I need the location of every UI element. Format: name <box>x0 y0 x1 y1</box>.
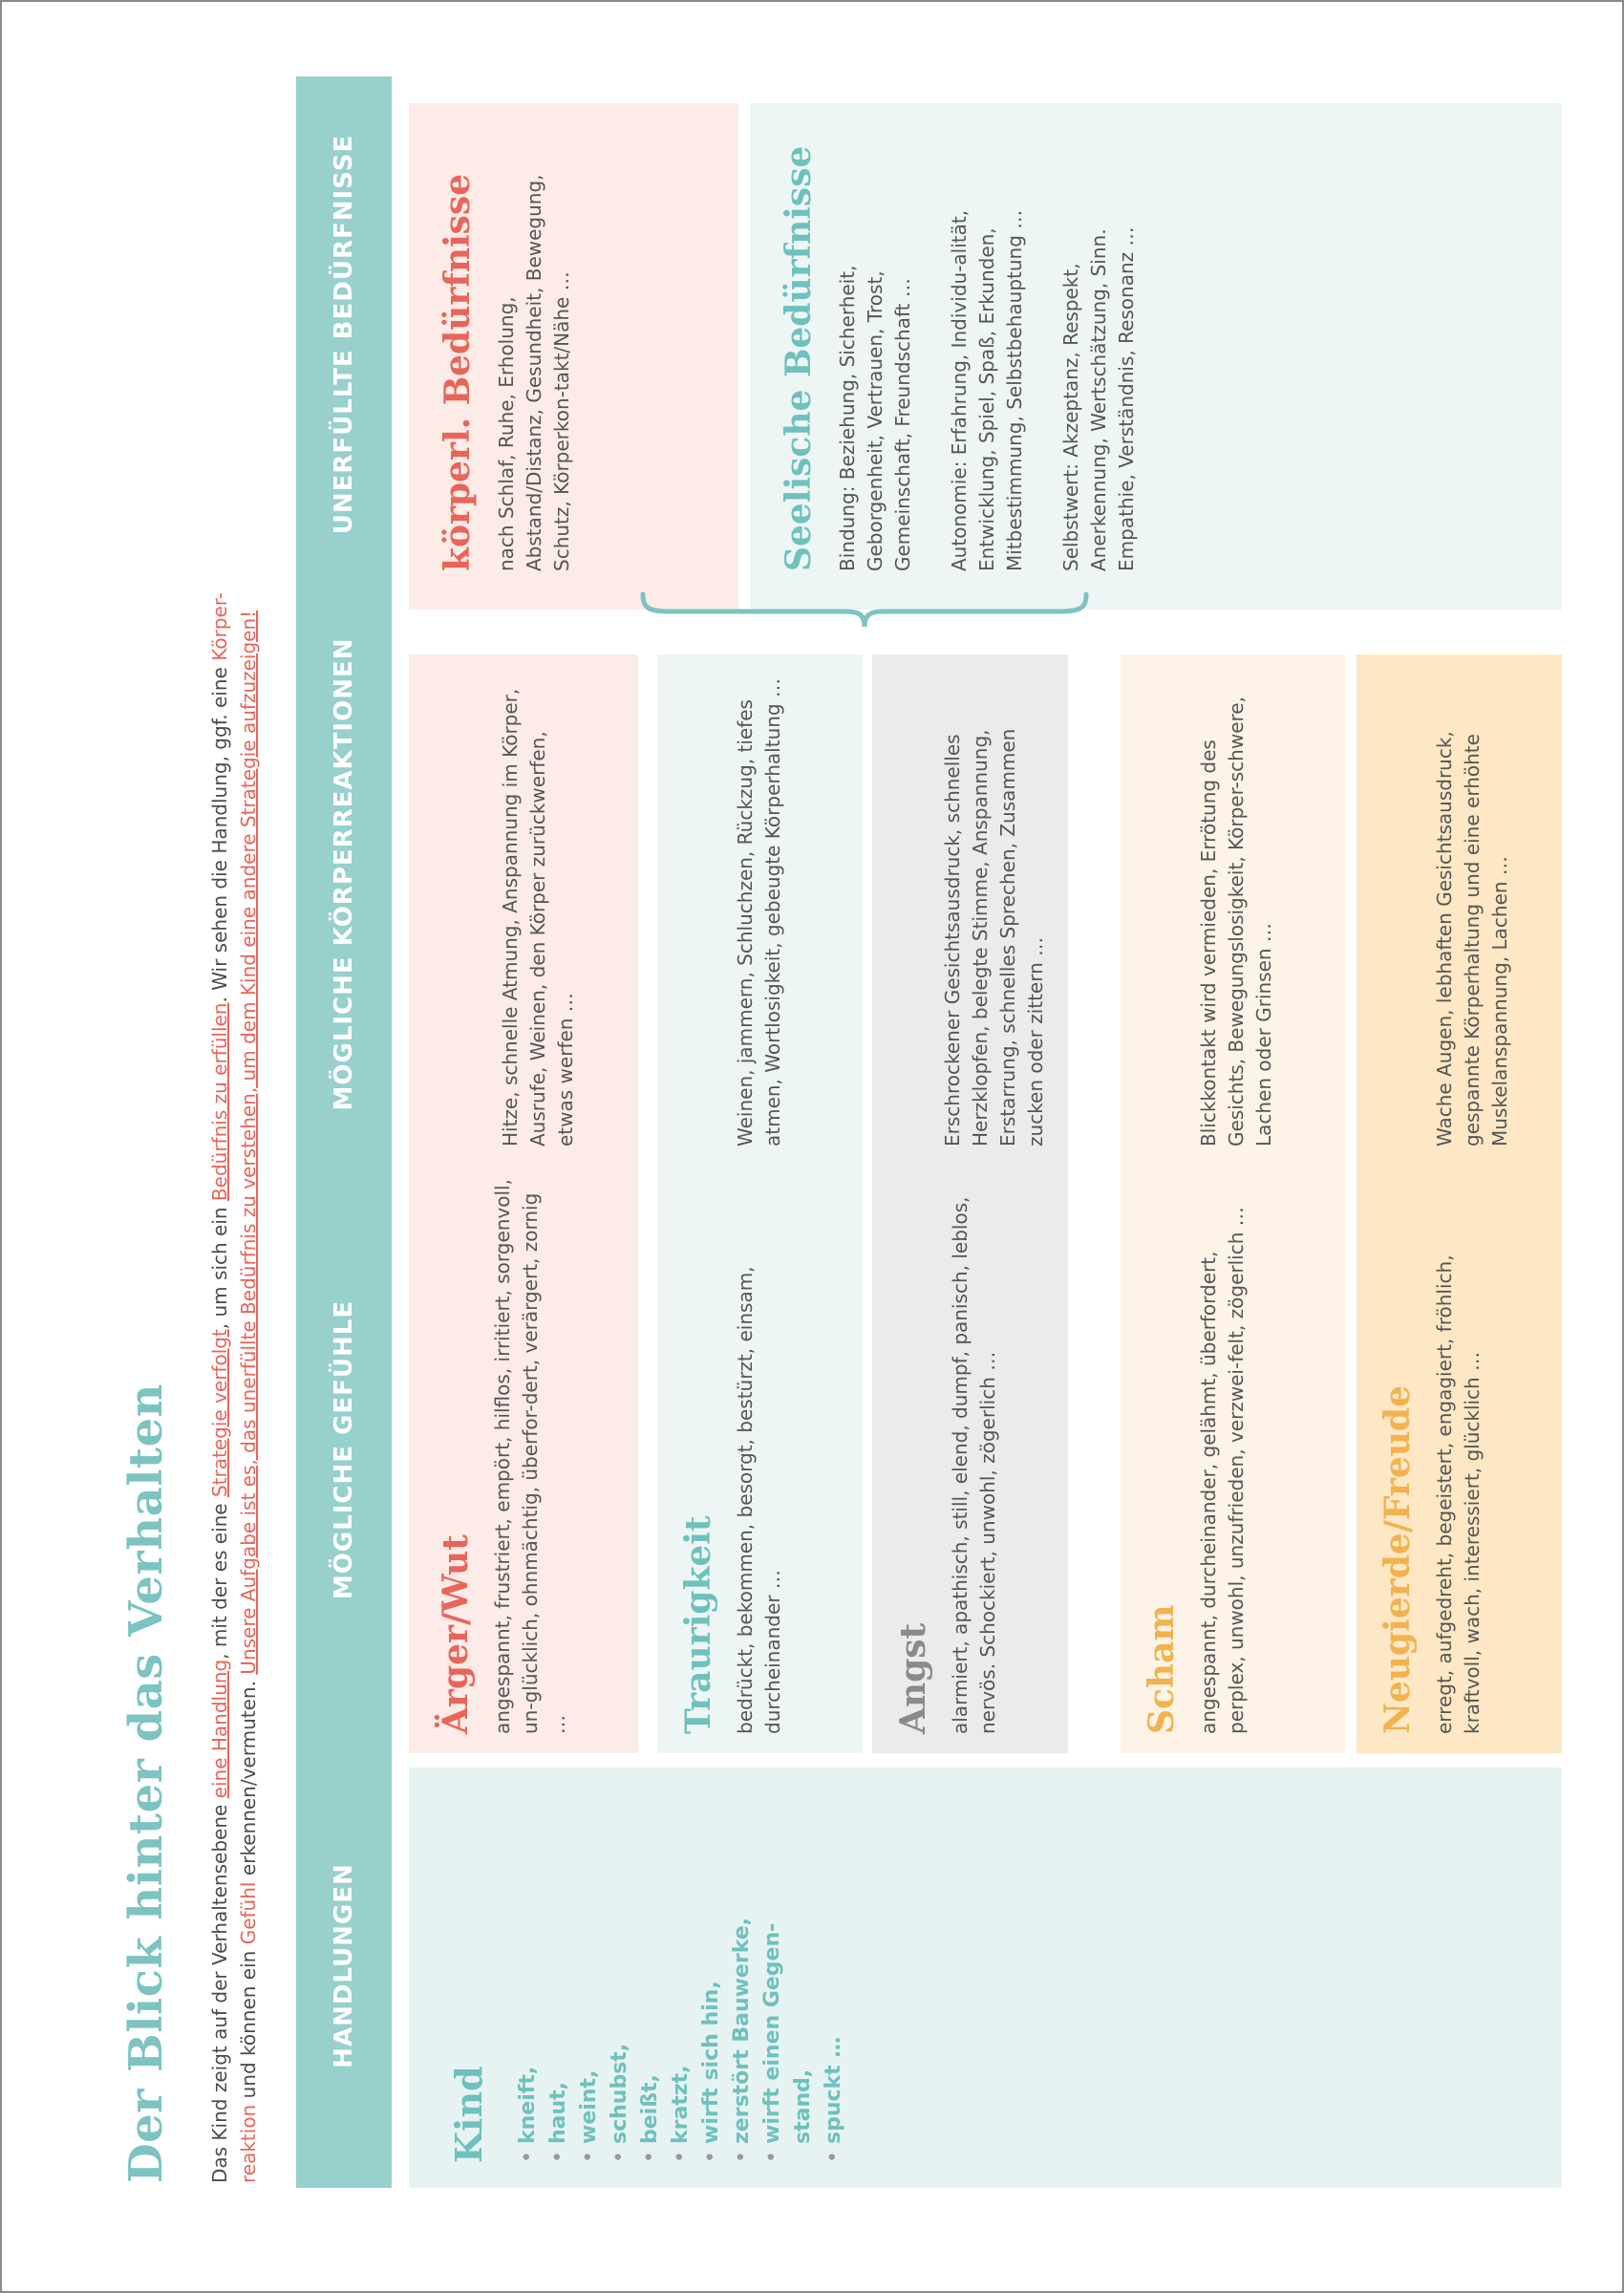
emotion-heading: Neugierde/Freude <box>1378 1385 1418 1734</box>
list-item: •wirft sich hin, <box>699 1981 723 2163</box>
header-handlungen: HANDLUNGEN <box>296 1744 392 2188</box>
feelings-text: erregt, aufgedreht, begeistert, engagiert, fröhlich, kraftvoll, wach, interessiert, glücklich … <box>1433 1254 1484 1734</box>
intro-highlight-action: eine Handlung <box>208 1659 231 1799</box>
feelings-cell <box>1378 1175 1486 1734</box>
body-reaction-text: Blickkontakt wird vermieden, Errötung des Gesichts, Bewegungslosigkeit, Körper-schwere, Lachen oder Grinsen … <box>1197 696 1275 1146</box>
intro-part: , um sich ein <box>208 1201 231 1330</box>
body-reaction-text: Wache Augen, lebhaften Gesichtsausdruck, gespannte Körperhaltung und eine erhöhte Muskelanspannung, Lachen … <box>1433 731 1511 1146</box>
body-reaction-text: Weinen, jammern, Schluchzen, Rückzug, tiefes atmen, Wortlosigkeit, gebeugte Körperhaltung … <box>734 678 784 1146</box>
header-beduerfnisse: UNERFÜLLTE BEDÜRFNISSE <box>296 76 392 592</box>
body-reaction-cell <box>939 669 1050 1146</box>
feelings-text: angespannt, frustriert, empört, hilflos, irritiert, sorgenvoll, un-glücklich, ohnmächtig, überfor-dert, verärgert, zornig … <box>491 1179 569 1734</box>
list-item: •kratzt, <box>669 2065 693 2163</box>
intro-part: . Wir sehen die Handlung, ggf. eine <box>208 660 231 1003</box>
page-title: Der Blick hinter das Verhalten <box>119 1382 173 2183</box>
needs-koerperlich-text: nach Schlaf, Ruhe, Erholung, Abstand/Distanz, Gesundheit, Bewegung, Schutz, Körperkon-takt/Nähe … <box>495 174 573 571</box>
intro-highlight-task: Unsere Aufgabe ist es, das unerfüllte Bedürfnis zu verstehen, um dem Kind eine andere Strategie aufzuzeigen! <box>237 610 260 1675</box>
body-reaction-cell <box>497 669 580 1146</box>
feelings-cell <box>678 1175 787 1734</box>
intro-highlight-need: Bedürfnis zu erfüllen <box>208 1002 231 1202</box>
needs-autonomie-text: Autonomie: Erfahrung, Individu-alität, Entwicklung, Spiel, Spaß, Erkunden, Mitbestimmung, Selbstbehauptung … <box>948 209 1026 571</box>
emotion-row-angst <box>872 654 1068 1753</box>
body-reaction-text: Erschrockener Gesichtsausdruck, schnelles Herzklopfen, belegte Stimme, Anspannung, Erstarrung, schnelles Sprechen, Zusammen zucken oder zittern … <box>941 728 1047 1146</box>
list-item: •beißt, <box>638 2074 662 2163</box>
list-item: •zerstört Bauwerke, <box>730 1917 754 2163</box>
list-item: stand, <box>791 2068 815 2144</box>
body-reaction-cell <box>1195 669 1278 1146</box>
needs-seelisch-heading: Seelische Bedürfnisse <box>779 145 819 571</box>
feelings-cell <box>436 1175 572 1734</box>
list-item: •schubst, <box>608 2043 631 2163</box>
list-item: •kneift, <box>516 2066 540 2163</box>
needs-seelisch-panel <box>750 103 1562 610</box>
list-item: •wirft einen Gegen- <box>760 1922 784 2163</box>
emotion-heading: Traurigkeit <box>678 1515 718 1734</box>
feelings-cell <box>893 1175 1002 1734</box>
feelings-text: angespannt, durcheinander, gelähmt, überfordert, perplex, unwohl, unzufrieden, verzwei-felt, zögerlich … <box>1197 1207 1248 1734</box>
list-item: •spuckt … <box>822 2036 845 2163</box>
header-koerperreaktionen: MÖGLICHE KÖRPERREAKTIONEN <box>296 592 392 1156</box>
kind-action-list <box>513 1792 849 2163</box>
feelings-cell <box>1142 1175 1250 1734</box>
feelings-text: alarmiert, apathisch, still, elend, dumpf, panisch, leblos, nervös. Schockiert, unwohl, zögerlich … <box>949 1196 999 1734</box>
body-reaction-cell <box>732 669 787 1146</box>
intro-highlight-body: reaktion <box>237 2104 260 2183</box>
emotion-heading: Ärger/Wut <box>436 1534 476 1734</box>
kind-heading: Kind <box>447 2066 490 2163</box>
intro-highlight-body: Körper- <box>208 592 231 661</box>
emotion-row-traurigkeit <box>657 654 863 1753</box>
feelings-text: bedrückt, bekommen, besorgt, bestürzt, einsam, durcheinander … <box>734 1266 784 1734</box>
emotion-row-scham <box>1121 654 1345 1753</box>
emotion-row-aerger <box>409 654 638 1753</box>
needs-bindung-text: Bindung: Beziehung, Sicherheit, Geborgenheit, Vertrauen, Trost, Gemeinschaft, Freundschaft … <box>836 265 914 571</box>
intro-text <box>205 72 263 2183</box>
header-gefuehle: MÖGLICHE GEFÜHLE <box>296 1156 392 1744</box>
intro-highlight-feeling: Gefühl <box>237 1881 260 1945</box>
body-reaction-cell <box>1431 669 1514 1146</box>
intro-highlight-strategy: Strategie verfolgt <box>208 1329 231 1498</box>
emotion-heading: Angst <box>893 1622 933 1734</box>
needs-selbstwert-text: Selbstwert: Akzeptanz, Respekt, Anerkennung, Wertschätzung, Sinn. Empathie, Verständnis, Resonanz … <box>1059 226 1138 571</box>
list-item: •weint, <box>577 2069 601 2163</box>
list-item: •haut, <box>546 2081 570 2163</box>
needs-koerperlich-heading: körperl. Bedürfnisse <box>438 173 478 571</box>
kind-panel <box>409 1768 1562 2188</box>
intro-part: , mit der es eine <box>208 1497 231 1660</box>
emotion-row-neugierde <box>1357 654 1562 1753</box>
intro-part: und können ein <box>237 1944 260 2105</box>
emotion-heading: Scham <box>1142 1604 1182 1734</box>
intro-part: erkennen/vermuten. <box>237 1674 260 1882</box>
body-reaction-text: Hitze, schnelle Atmung, Anspannung im Körper, Ausrufe, Weinen, den Körper zurückwerfen, etwas werfen … <box>499 688 577 1146</box>
brace-connector-icon <box>635 575 1094 632</box>
intro-part: Das Kind zeigt auf der Verhaltensebene <box>208 1798 231 2183</box>
needs-koerperlich-panel <box>409 103 738 610</box>
